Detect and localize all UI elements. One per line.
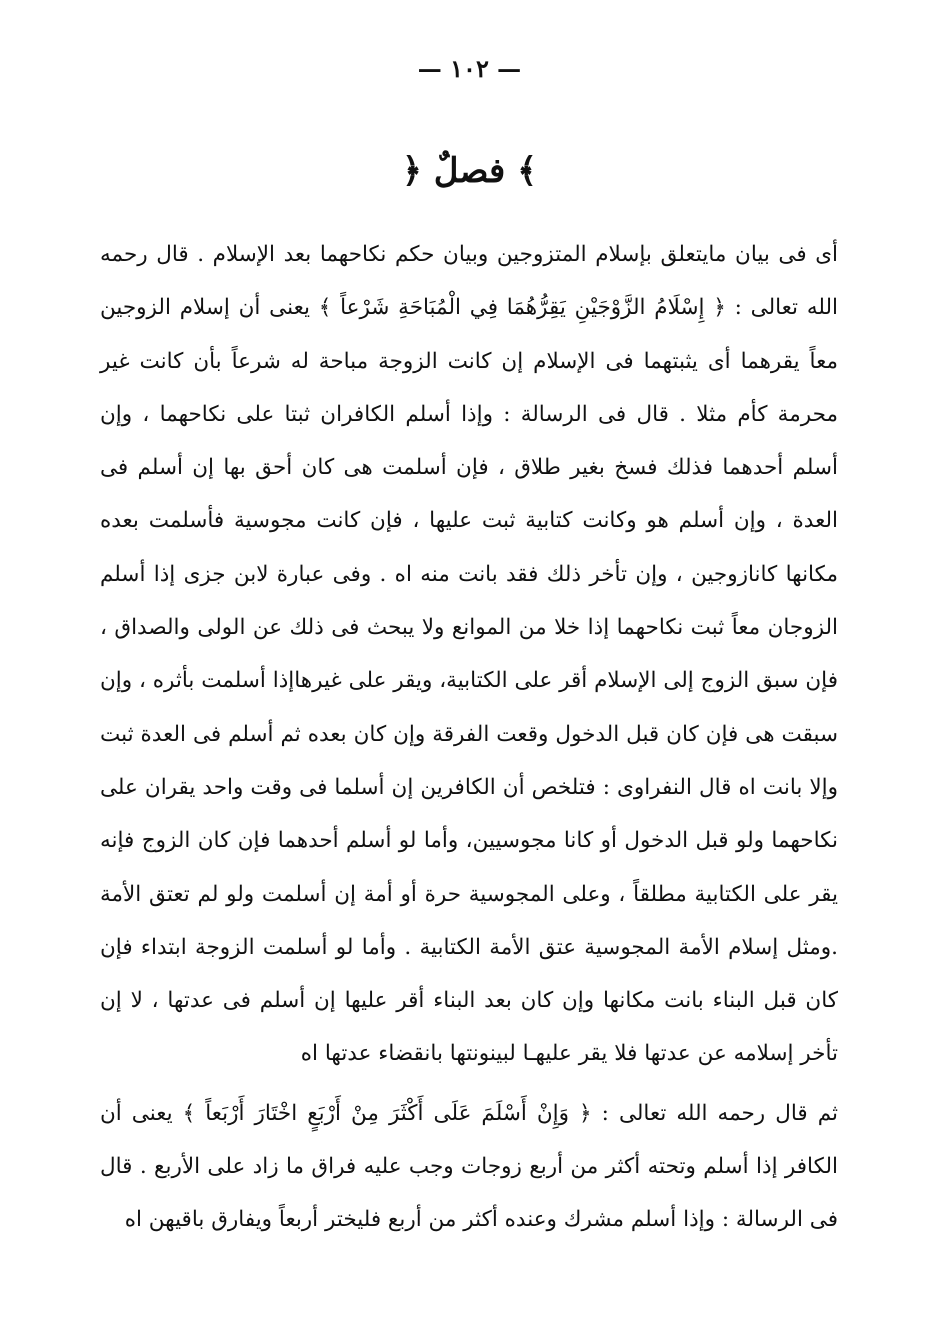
paragraph-2: ثم قال رحمه الله تعالى : ﴿ وَإِنْ أَسْلَمَ عَلَى أَكْثَرَ مِنْ أَرْبَعٍ اخْتَارَ أَرْبَعاً ﴾ يعنى أن الكافر إذا أسلم وتحته أكثر من أربع زوجات وجب عليه فراق ما زاد على الأربع . قال فى الرسالة : وإذا أسلم مشرك وعنده أكثر من أربع فليختر أربعاً ويفارق باقيهن اه (100, 1100, 838, 1233)
paragraph-1: أى فى بيان مايتعلق بإسلام المتزوجين وبيان حكم نكاحهما بعد الإسلام . قال رحمه الله تعالى : ﴿ إِسْلَامُ الزَّوْجَيْنِ يَقِرُّهُمَا فِي الْمُبَاحَةِ شَرْعاً ﴾ يعنى أن إسلام الزوجين معاً يقرهما أى يثبتهما فى الإسلام إن كانت الزوجة مباحة له شرعاً بأن كانت غير محرمة كأم مثلا . قال فى الرسالة : وإذا أسلم الكافران ثبتا على نكاحهما ، وإن أسلم أحدهما فذلك فسخ بغير طلاق ، فإن أسلمت هى كان أحق بها إن أسلم فى العدة ، وإن أسلم هو وكانت كتابية ثبت عليها ، فإن كانت مجوسية فأسلمت بعده مكانها كانازوجين ، وإن تأخر ذلك فقد بانت منه اه . وفى عبارة لابن جزى إذا أسلم الزوجان معاً ثبت نكاحهما إذا خلا من الموانع ولا يبحث فى ذلك عن الولى والصداق ، فإن سبق الزوج إلى الإسلام أقر على الكتابية، ويقر على غيرهاإذا أسلمت بأثره ، وإن سبقت هى فإن كان قبل الدخول وقعت الفرقة وإن كان بعده ثم أسلم فى العدة ثبت وإلا بانت اه قال النفراوى : فتلخص أن الكافرين إن أسلما فى وقت واحد يقران على نكاحهما ولو قبل الدخول أو كانا مجوسيين، وأما لو أسلم أحدهما فإن كان الزوج فإنه يقر على الكتابية مطلقاً ، وعلى المجوسية حرة أو أمة إن أسلمت ولو لم تعتق الأمة .ومثل إسلام الأمة المجوسية عتق الأمة الكتابية . وأما لو أسلمت الزوجة ابتداء فإن كان قبل البناء بانت مكانها وإن كان بعد البناء أقر عليها إن أسلم فى عدتها ، لا إن تأخر إسلامه عن عدتها فلا يقر عليهـا لبينونتها بانقضاء عدتها اه (100, 242, 838, 1067)
section-heading: ﴿ فصلٌ ﴾ (401, 151, 538, 191)
page-number: — ١٠٢ — (417, 54, 522, 83)
body-text (100, 228, 838, 1247)
